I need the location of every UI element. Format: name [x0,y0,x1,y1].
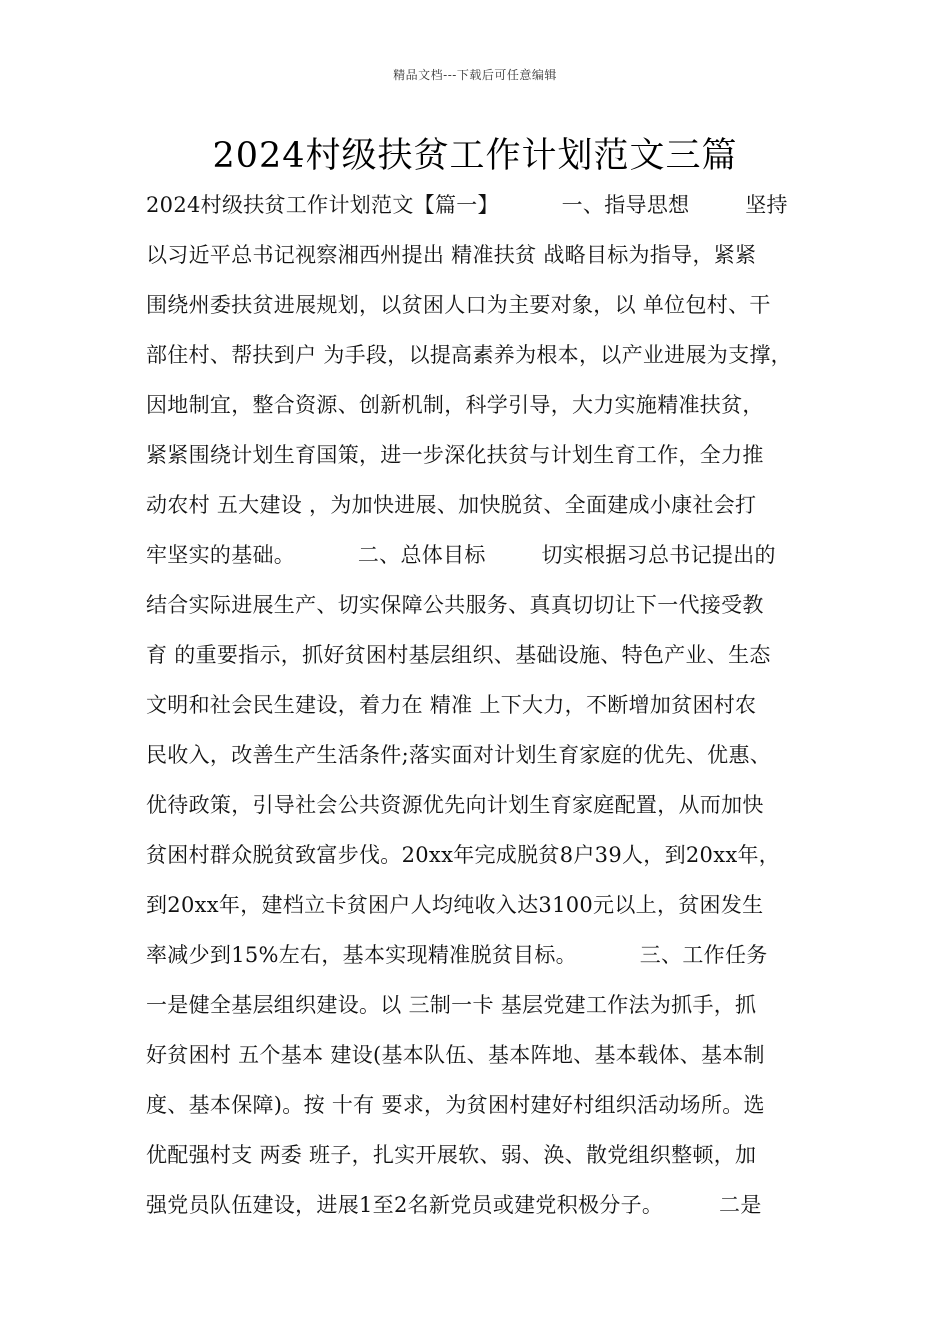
body-line: 以习近平总书记视察湘西州提出 精准扶贫 战略目标为指导，紧紧 [146,243,757,267]
body-line: 牢坚实的基础。 二、总体目标 切实根据习总书记提出的 [146,543,776,567]
body-line: 文明和社会民生建设，着力在 精准 上下大力，不断增加贫困村农 [146,693,757,717]
header-note: 精品文档---下载后可任意编辑 [393,68,557,82]
body-line: 围绕州委扶贫进展规划，以贫困人口为主要对象，以 单位包村、干 [146,293,771,317]
body-line: 动农村 五大建设 ，为加快进展、加快脱贫、全面建成小康社会打 [146,493,757,517]
body-line: 部住村、帮扶到户 为手段，以提高素养为根本，以产业进展为支撑， [146,343,792,367]
body-line: 育 的重要指示，抓好贫困村基层组织、基础设施、特色产业、生态 [146,643,771,667]
body-line: 2024村级扶贫工作计划范文【篇一】 一、指导思想 坚持 [146,193,788,217]
body-line: 好贫困村 五个基本 建设(基本队伍、基本阵地、基本载体、基本制 [146,1043,765,1067]
document-body [146,180,826,1230]
body-line: 优配强村支 两委 班子，扎实开展软、弱、涣、散党组织整顿，加 [146,1143,757,1167]
document-title: 2024村级扶贫工作计划范文三篇 [212,136,738,176]
body-line: 度、基本保障)。按 十有 要求，为贫困村建好村组织活动场所。选 [146,1093,765,1117]
body-line: 结合实际进展生产、切实保障公共服务、真真切切让下一代接受教 [146,593,764,617]
body-line: 紧紧围绕计划生育国策，进一步深化扶贫与计划生育工作，全力推 [146,443,764,467]
body-line: 强党员队伍建设，进展1至2名新党员或建党积极分子。 二是 [146,1193,762,1217]
body-line: 贫困村群众脱贫致富步伐。20xx年完成脱贫8户39人，到20xx年， [146,843,781,867]
body-line: 率减少到15%左右，基本实现精准脱贫目标。 三、工作任务 [146,943,768,967]
body-line: 因地制宜，整合资源、创新机制，科学引导，大力实施精准扶贫， [146,393,764,417]
body-line: 一是健全基层组织建设。以 三制一卡 基层党建工作法为抓手，抓 [146,993,757,1017]
body-line: 优待政策，引导社会公共资源优先向计划生育家庭配置，从而加快 [146,793,764,817]
body-line: 到20xx年，建档立卡贫困户人均纯收入达3100元以上，贫困发生 [146,893,764,917]
body-line: 民收入，改善生产生活条件;落实面对计划生育家庭的优先、优惠、 [146,743,772,767]
